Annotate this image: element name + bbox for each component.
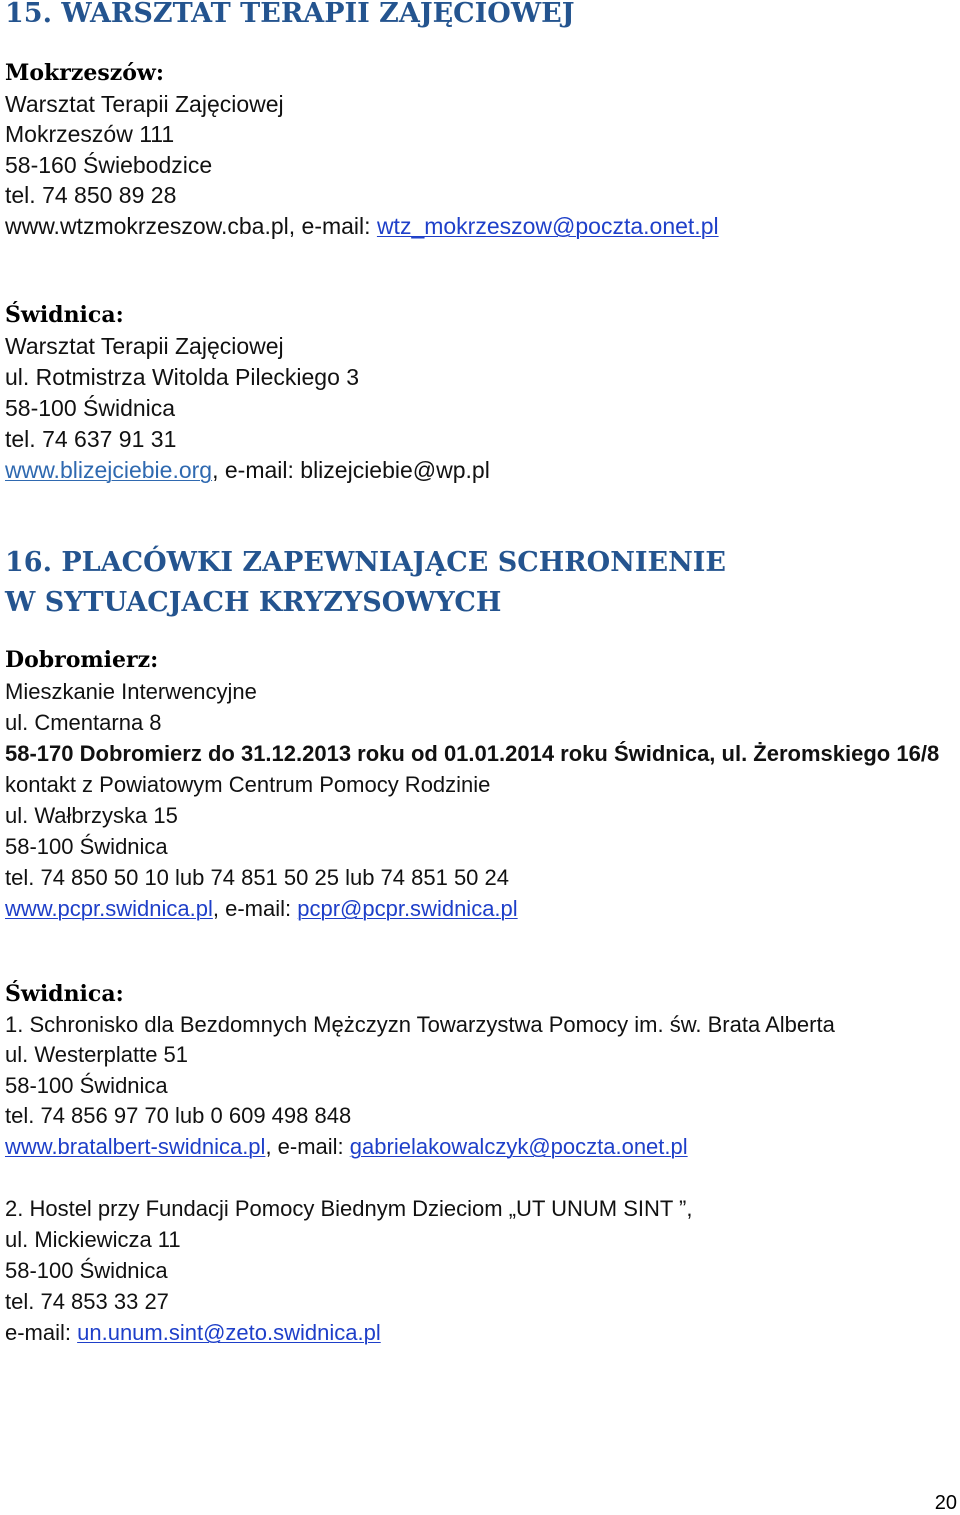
institution-name: Warsztat Terapii Zajęciowej xyxy=(5,90,284,117)
swidnica-wtz-entry xyxy=(5,300,490,486)
phone-numbers: tel. 74 856 97 70 lub 0 609 498 848 xyxy=(5,1103,352,1129)
postal-city: 58-100 Świdnica xyxy=(5,395,176,421)
section-16-heading-line-2: W SYTUACJACH KRYZYSOWYCH xyxy=(5,587,502,618)
location-label-mokrzeszow: Mokrzeszów: xyxy=(5,60,164,86)
institution-name: Warsztat Terapii Zajęciowej xyxy=(5,333,284,359)
location-label-swidnica: Świdnica: xyxy=(5,302,124,328)
phone-number: tel. 74 850 89 28 xyxy=(5,182,177,209)
street-address: ul. Rotmistrza Witolda Pileckiego 3 xyxy=(5,364,360,390)
postal-city: 58-100 Świdnica xyxy=(5,1258,168,1283)
email-text: , e-mail: blizejciebie@wp.pl xyxy=(212,457,490,483)
dobromierz-entry xyxy=(5,645,939,924)
swidnica-shelter-entry xyxy=(5,979,835,1163)
phone-number: tel. 74 853 33 27 xyxy=(5,1289,169,1314)
web-email-line xyxy=(5,1132,835,1163)
postal-city: 58-100 Świdnica xyxy=(5,1072,168,1098)
web-email-line xyxy=(5,211,719,242)
mokrzeszow-entry xyxy=(5,58,719,242)
website-text: www.wtzmokrzeszow.cba.pl xyxy=(5,212,289,239)
web-email-line xyxy=(5,455,490,486)
website-link[interactable]: www.blizejciebie.org xyxy=(5,457,213,483)
hostel-entry xyxy=(5,1193,692,1348)
street-address: ul. Mickiewicza 11 xyxy=(5,1227,181,1252)
contact-postal-city: 58-100 Świdnica xyxy=(5,834,168,859)
street-address: Mokrzeszów 111 xyxy=(5,121,175,148)
email-link[interactable]: wtz_mokrzeszow@poczta.onet.pl xyxy=(376,212,719,239)
section-15-heading: 15. WARSZTAT TERAPII ZAJĘCIOWEJ xyxy=(5,0,575,29)
street-address: ul. Westerplatte 51 xyxy=(5,1042,189,1068)
street-address: ul. Cmentarna 8 xyxy=(5,710,162,735)
contact-institution: kontakt z Powiatowym Centrum Pomocy Rodzinie xyxy=(5,772,491,797)
email-label: e-mail: xyxy=(5,1320,78,1345)
institution-name: Mieszkanie Interwencyjne xyxy=(5,679,257,704)
email-link[interactable]: pcpr@pcpr.swidnica.pl xyxy=(297,896,518,921)
location-label-swidnica: Świdnica: xyxy=(5,981,124,1007)
relocation-notice: 58-170 Dobromierz do 31.12.2013 roku od 01.01.2014 roku Świdnica, ul. Żeromskiego 16/8 xyxy=(5,741,940,766)
postal-city: 58-160 Świebodzice xyxy=(5,151,213,178)
phone-numbers: tel. 74 850 50 10 lub 74 851 50 25 lub 74 851 50 24 xyxy=(5,865,509,890)
email-label: , e-mail: xyxy=(212,896,298,921)
email-label: , e-mail: xyxy=(288,212,377,239)
web-email-line xyxy=(5,893,939,924)
section-16-heading-line-1: 16. PLACÓWKI ZAPEWNIAJĄCE SCHRONIENIE xyxy=(5,547,726,578)
email-link[interactable]: gabrielakowalczyk@poczta.onet.pl xyxy=(349,1133,688,1159)
section-16-heading xyxy=(5,543,726,623)
phone-number: tel. 74 637 91 31 xyxy=(5,426,177,452)
website-link[interactable]: www.pcpr.swidnica.pl xyxy=(5,896,213,921)
page-number: 20 xyxy=(934,1492,957,1514)
email-link[interactable]: un.unum.sint@zeto.swidnica.pl xyxy=(77,1320,381,1345)
location-label-dobromierz: Dobromierz: xyxy=(5,647,159,673)
email-label: , e-mail: xyxy=(265,1133,350,1159)
website-link[interactable]: www.bratalbert-swidnica.pl xyxy=(5,1133,266,1159)
shelter-name: 1. Schronisko dla Bezdomnych Mężczyzn Towarzystwa Pomocy im. św. Brata Alberta xyxy=(5,1011,835,1037)
contact-street: ul. Wałbrzyska 15 xyxy=(5,803,178,828)
hostel-name: 2. Hostel przy Fundacji Pomocy Biednym Dzieciom „UT UNUM SINT ”, xyxy=(5,1196,693,1221)
email-line xyxy=(5,1317,692,1348)
